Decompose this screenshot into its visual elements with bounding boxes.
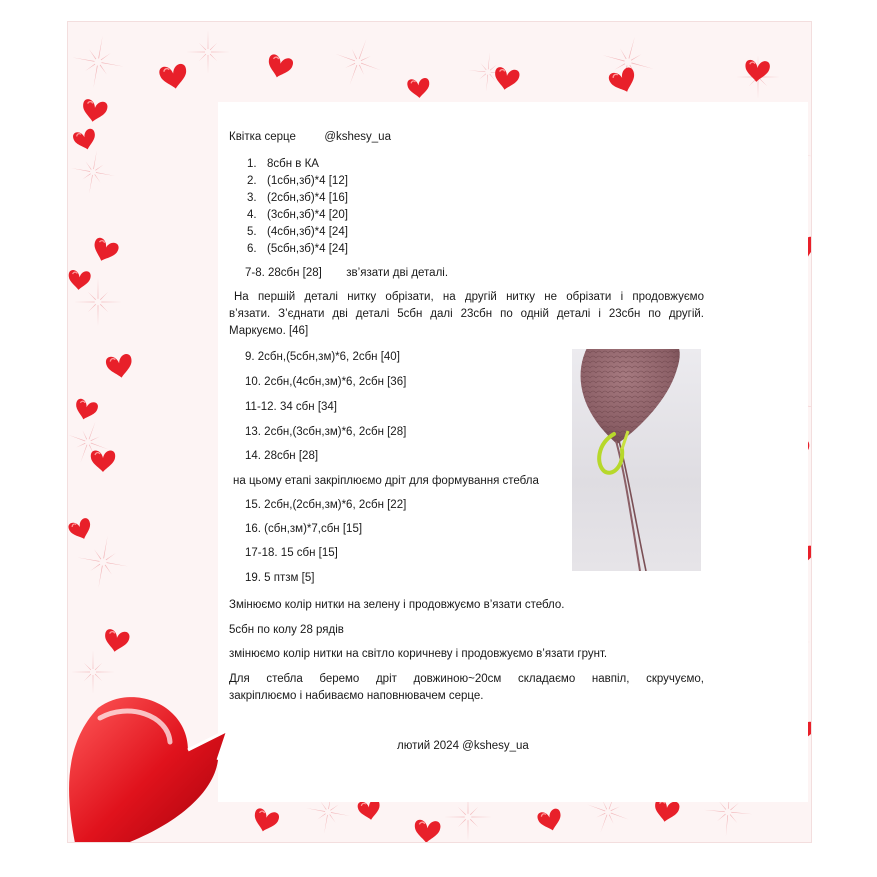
join-line-2: в’язати. З’єднати дві деталі 5сбн далі 23сбн по одній деталі і 23сбн по другій.: [229, 308, 704, 320]
list-item: [247, 157, 319, 171]
join-line-1: На першій деталі нитку обрізати, на другій нитку не обрізати і продовжуємо: [234, 291, 704, 303]
list-item-text: (5сбн,зб)*4 [24]: [267, 243, 348, 255]
stem-change-brown: змінюємо колір нитки на світло коричневу і продовжуємо в’язати грунт.: [229, 648, 608, 660]
heart-icon: [251, 807, 280, 834]
row-17-18: 17-18. 15 сбн [15]: [245, 547, 338, 559]
stem-change-green: Змінюємо колір нитки на зелену і продовжуємо в’язати стебло.: [229, 599, 565, 611]
final-line-2: закріплюємо і набиваємо наповнювачем серце.: [229, 690, 484, 702]
heart-icon: [652, 798, 680, 823]
heart-icon: [102, 628, 130, 653]
list-item: [247, 191, 348, 205]
list-item-number: 1.: [247, 158, 257, 170]
heart-icon: [72, 128, 98, 152]
list-item-text: (4сбн,зб)*4 [24]: [267, 226, 348, 238]
list-item-text: (1сбн,зб)*4 [12]: [267, 175, 348, 187]
row-19: 19. 5 птзм [5]: [245, 572, 315, 584]
title-name: Квітка серце: [229, 131, 296, 143]
heart-icon: [536, 808, 564, 834]
heart-icon: [492, 66, 520, 91]
crochet-heart-photo: [572, 349, 701, 571]
list-item-number: 2.: [247, 175, 257, 187]
heart-icon: [90, 236, 120, 265]
heart-icon: [68, 517, 94, 543]
big-heart-icon: [68, 690, 238, 842]
list-item-number: 6.: [247, 243, 257, 255]
sparkle-icon: [68, 31, 129, 92]
row-7-8-text: 7-8. 28сбн [28]: [245, 267, 322, 279]
list-item-text: 8сбн в КА: [267, 158, 319, 170]
title-handle: @kshesy_ua: [324, 131, 391, 143]
sparkle-icon: [68, 147, 118, 198]
list-item-number: 3.: [247, 192, 257, 204]
heart-icon: [80, 98, 108, 123]
heart-icon: [73, 398, 99, 422]
list-item-number: 5.: [247, 226, 257, 238]
row-13: 13. 2сбн,(3сбн,зм)*6, 2сбн [28]: [245, 426, 407, 438]
sparkle-icon: [327, 31, 389, 93]
list-item: [247, 242, 348, 256]
join-paragraph: [229, 289, 704, 340]
row-10: 10. 2сбн,(4сбн,зм)*6, 2сбн [36]: [245, 376, 407, 388]
stem-rounds: 5сбн по колу 28 рядів: [229, 624, 344, 636]
heart-icon: [413, 819, 441, 842]
row-7-8: [245, 266, 448, 280]
sparkle-icon: [71, 650, 115, 694]
list-item-text: (2сбн,зб)*4 [16]: [267, 192, 348, 204]
row-16: 16. (сбн,зм)*7,сбн [15]: [245, 523, 363, 535]
sparkle-icon: [186, 30, 230, 74]
row-7-8-note: зв’язати дві деталі.: [346, 267, 449, 279]
crochet-heart-image: [572, 349, 701, 571]
row-15: 15. 2сбн,(2сбн,зм)*6, 2сбн [22]: [245, 499, 407, 511]
heart-icon: [105, 353, 134, 380]
heart-icon: [357, 799, 382, 822]
final-paragraph: [229, 671, 704, 705]
heart-icon: [407, 78, 431, 99]
row-9: 9. 2сбн,(5сбн,зм)*6, 2сбн [40]: [245, 351, 400, 363]
list-item-text: (3сбн,зб)*4 [20]: [267, 209, 348, 221]
list-item-number: 4.: [247, 209, 257, 221]
row-11-12: 11-12. 34 сбн [34]: [245, 401, 337, 413]
row-14: 14. 28сбн [28]: [245, 450, 319, 462]
heart-icon: [265, 53, 294, 80]
heart-icon: [607, 66, 639, 96]
list-item: [247, 208, 348, 222]
join-line-3: Маркуємо. [46]: [229, 325, 309, 337]
heart-icon: [158, 63, 189, 91]
heart-icon: [68, 270, 91, 291]
list-item: [247, 174, 348, 188]
sparkle-icon: [72, 531, 133, 592]
footer-date: лютий 2024 @kshesy_ua: [397, 740, 529, 752]
final-line-1: Для стебла беремо дріт довжиною~20см складаємо навпіл, скручуємо,: [229, 673, 704, 685]
heart-icon: [91, 451, 115, 473]
list-item: [247, 225, 348, 239]
wire-note: на цьому етапі закріплюємо дріт для формування стебла: [233, 475, 539, 487]
heart-icon: [744, 59, 770, 83]
pattern-title: [229, 130, 391, 144]
